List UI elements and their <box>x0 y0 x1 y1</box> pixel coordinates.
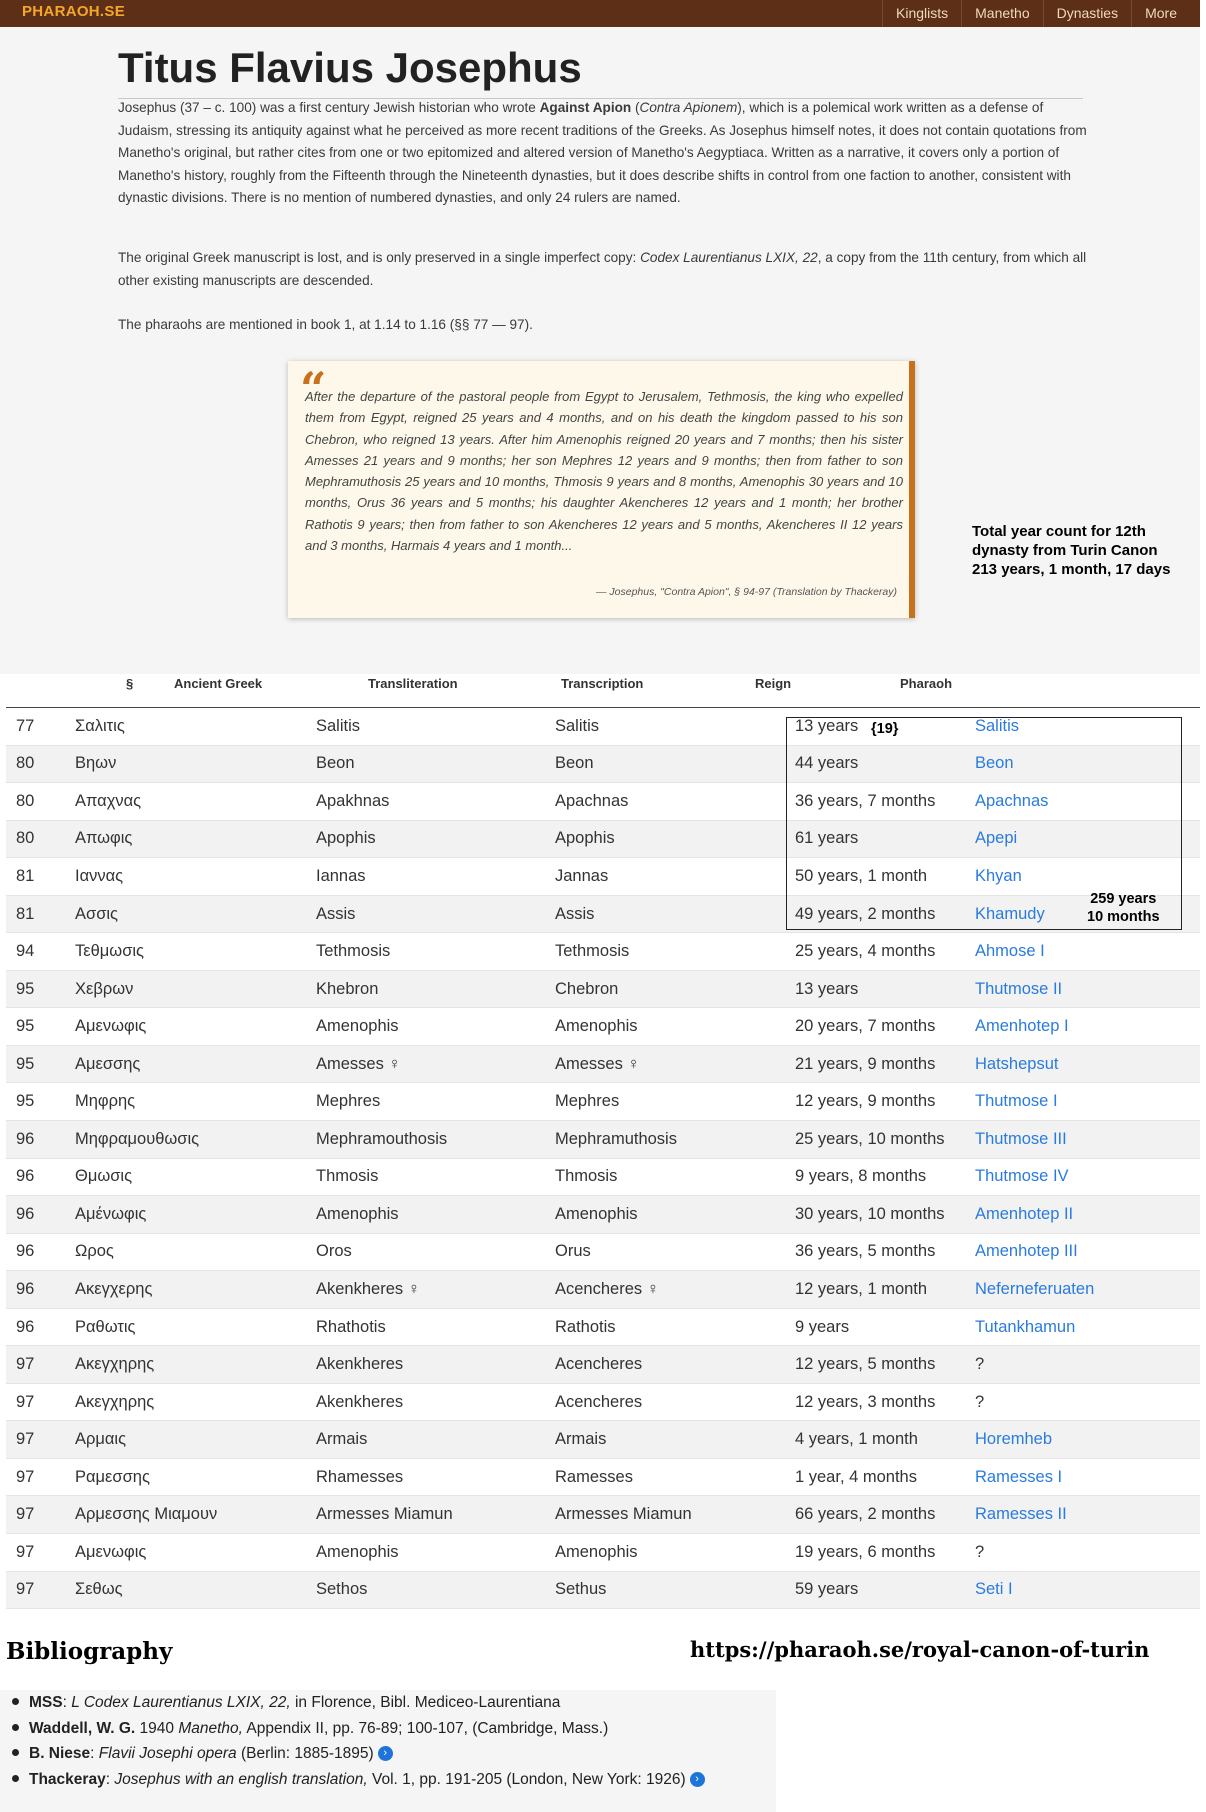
cell-transcription: Apachnas <box>555 791 629 810</box>
bib-title: Flavii Josephi opera <box>98 1745 237 1762</box>
cell-greek: Ασσις <box>75 904 118 923</box>
col-header-transcription: Transcription <box>561 676 644 691</box>
bibliography-item <box>10 1716 705 1742</box>
cell-pharaoh-link[interactable]: Salitis <box>975 716 1020 735</box>
table-row <box>6 1309 1200 1347</box>
cell-greek: Μηφραμουθωσις <box>75 1129 200 1148</box>
table-row <box>6 1083 1200 1121</box>
bib-details: Vol. 1, pp. 191-205 (London, New York: 1926) <box>367 1770 686 1788</box>
cell-transliteration: Amenophis <box>316 1204 399 1223</box>
cell-transliteration: Apakhnas <box>316 791 390 810</box>
cell-section: 97 <box>16 1355 35 1374</box>
cell-transcription: Beon <box>555 754 594 773</box>
cell-pharaoh-link[interactable]: Tutankhamun <box>975 1317 1076 1336</box>
cell-transcription: Ramesses <box>555 1467 633 1486</box>
cell-greek: Αμένωφις <box>75 1204 147 1223</box>
cell-section: 80 <box>16 791 35 810</box>
nav-more[interactable]: More <box>1131 0 1190 27</box>
cell-reign: 9 years <box>795 1317 850 1336</box>
table-row <box>6 1234 1200 1272</box>
cell-section: 96 <box>16 1242 35 1261</box>
cell-section: 80 <box>16 754 35 773</box>
work-title: Against Apion <box>539 100 632 115</box>
cell-section: 96 <box>16 1317 35 1336</box>
table-header <box>0 672 1200 708</box>
cell-section: 95 <box>16 1017 35 1036</box>
nav-dynasties[interactable]: Dynasties <box>1043 0 1131 27</box>
cell-reign: 21 years, 9 months <box>795 1054 936 1073</box>
cell-reign: 30 years, 10 months <box>795 1204 945 1223</box>
cell-section: 97 <box>16 1392 35 1411</box>
cell-pharaoh-link[interactable]: Thutmose I <box>975 1092 1058 1111</box>
bibliography-item <box>10 1741 705 1767</box>
note-line: dynasty from Turin Canon <box>972 542 1158 559</box>
cell-reign: 50 years, 1 month <box>795 866 928 885</box>
cell-transliteration: Amenophis <box>316 1542 399 1561</box>
note-line: Total year count for 12th <box>972 523 1146 540</box>
cell-transliteration: Mephres <box>316 1092 381 1111</box>
cell-section: 97 <box>16 1580 35 1599</box>
bib-details: Appendix II, pp. 76-89; 100-107, (Cambridge, Mass.) <box>242 1719 609 1737</box>
cell-greek: Ραμεσσης <box>75 1467 150 1486</box>
cell-transliteration: Mephramouthosis <box>316 1129 448 1148</box>
cell-section: 97 <box>16 1505 35 1524</box>
cell-transliteration: Tethmosis <box>316 942 391 961</box>
sum-label <box>1087 890 1160 926</box>
bib-separator: : <box>62 1694 72 1711</box>
table-row <box>6 971 1200 1009</box>
cell-pharaoh-link[interactable]: Hatshepsut <box>975 1054 1059 1073</box>
cell-reign: 13 years <box>795 979 859 998</box>
quote-text: After the departure of the pastoral people from Egypt to Jerusalem, Tethmosis, the king who expelled them from Egypt, reigned 25 years and 4 months, and on his death the kingdom passed to his son Chebron, who reigned 13 years. After him Amenophis reigned 20 years and 7 months; then his sister Amesses 21 years and 9 months; her son Mephres 12 years and 9 months; then from father to son Mephramuthosis 25 years and 10 months, Thmosis 9 years and 8 months, Amenophis 30 years and 10 months, Orus 36 years and 5 months; his daughter Akencheres 12 years and 1 month; her brother Rathotis 9 years; then from father to son Akencheres 12 years and 5 months, Akencheres II 12 years and 3 months, Harmais 4 years and 1 month... <box>305 389 903 554</box>
cell-transcription: Chebron <box>555 979 619 998</box>
bibliography-item <box>10 1767 705 1793</box>
cell-pharaoh-link[interactable]: Amenhotep II <box>975 1204 1074 1223</box>
table-row <box>6 1346 1200 1384</box>
cell-greek: Αρμεσσης Μιαμουν <box>75 1505 218 1524</box>
bib-author: MSS <box>29 1694 63 1711</box>
cell-section: 96 <box>16 1167 35 1186</box>
cell-greek: Μηφρης <box>75 1092 136 1111</box>
cell-pharaoh-link[interactable]: Apepi <box>975 829 1018 848</box>
bib-separator: : <box>105 1770 115 1788</box>
cell-pharaoh-link[interactable]: Apachnas <box>975 791 1049 810</box>
cell-pharaoh-link[interactable]: Thutmose II <box>975 979 1063 998</box>
table-row <box>6 1534 1200 1572</box>
cell-transcription: Mephres <box>555 1092 620 1111</box>
cell-greek: Σαλιτις <box>75 716 125 735</box>
cell-section: 96 <box>16 1279 35 1298</box>
cell-transcription: Amenophis <box>555 1017 638 1036</box>
cell-transliteration: Assis <box>316 904 356 923</box>
cell-reign: 25 years, 4 months <box>795 942 936 961</box>
cell-transcription: Armais <box>555 1430 607 1449</box>
book-reference-paragraph: The pharaohs are mentioned in book 1, at 1.14 to 1.16 (§§ 77 — 97). <box>118 317 533 332</box>
external-link-icon[interactable]: › <box>378 1746 393 1761</box>
bib-title: Manetho, <box>178 1719 243 1737</box>
sum-label-line: 10 months <box>1087 909 1160 925</box>
bib-details: (Berlin: 1885-1895) <box>236 1745 374 1762</box>
cell-greek: Αμεσσης <box>75 1054 141 1073</box>
table-row <box>6 1421 1200 1459</box>
cell-section: 94 <box>16 942 35 961</box>
cell-greek: Ιαννας <box>75 866 124 885</box>
manuscript-text: , a copy from the 11th century, from which all other existing manuscripts are descended. <box>118 250 1087 288</box>
intro-text: ), which is a polemical work written as a defense of Judaism, stressing its antiquity against what he perceived as more recent traditions of the Greeks. As Josephus himself notes, it does not contain quotations from Manetho's original, but rather cites from one or two epitomized and altered version of Manetho's Aegyptiaca. Written as a narrative, it covers only a portion of Manetho's history, roughly from the Fifteenth through the Nineteenth dynasties, but it does describe shifts in control from one faction to another, consistent with dynastic divisions. There is no mention of numbered dynasties, and only 24 rulers are named. <box>118 100 1087 205</box>
cell-section: 95 <box>16 1092 35 1111</box>
bib-title: L Codex Laurentianus LXIX, 22, <box>71 1694 291 1711</box>
quote-citation: — Josephus, "Contra Apion", § 94-97 (Translation by Thackeray) <box>595 586 897 598</box>
intro-text: Josephus (37 – c. 100) was a first century Jewish historian who wrote <box>118 100 540 115</box>
table-row <box>6 1159 1200 1197</box>
cell-transliteration: Amesses ♀ <box>316 1054 401 1073</box>
col-header-section: § <box>126 676 134 691</box>
cell-pharaoh-link: ? <box>975 1392 985 1411</box>
cell-greek: Θμωσις <box>75 1167 133 1186</box>
cell-greek: Ραθωτις <box>75 1317 136 1336</box>
cell-greek: Αμενωφις <box>75 1017 147 1036</box>
external-link-icon[interactable]: › <box>690 1772 705 1787</box>
bib-separator: : <box>90 1745 99 1762</box>
cell-transliteration: Amenophis <box>316 1017 399 1036</box>
bib-title: Josephus with an english translation, <box>114 1770 368 1788</box>
table-row <box>6 1046 1200 1084</box>
codex-title: Codex Laurentianus LXIX, 22 <box>640 250 818 265</box>
cell-transcription: Amesses ♀ <box>555 1054 640 1073</box>
cell-transliteration: Akenkheres <box>316 1355 404 1374</box>
cell-transliteration: Oros <box>316 1242 352 1261</box>
bullet-icon <box>12 1749 19 1756</box>
cell-transliteration: Beon <box>316 754 355 773</box>
table-row <box>6 1459 1200 1497</box>
note-line: 213 years, 1 month, 17 days <box>972 561 1171 578</box>
cell-section: 97 <box>16 1467 35 1486</box>
cell-reign: 13 years <box>795 716 859 735</box>
cell-transcription: Amenophis <box>555 1204 638 1223</box>
cell-greek: Σεθως <box>75 1580 123 1599</box>
cell-transcription: Jannas <box>555 866 609 885</box>
cell-reign: 49 years, 2 months <box>795 904 936 923</box>
table-row <box>6 933 1200 971</box>
bibliography-list <box>10 1690 705 1792</box>
cell-pharaoh-link[interactable]: Ramesses II <box>975 1505 1067 1524</box>
cell-transcription: Mephramuthosis <box>555 1129 677 1148</box>
cell-transcription: Apophis <box>555 829 615 848</box>
cell-greek: Απαχνας <box>75 791 142 810</box>
table-row <box>6 1572 1200 1610</box>
cell-greek: Ακεγχερης <box>75 1279 153 1298</box>
cell-transliteration: Akenkheres <box>316 1392 404 1411</box>
cell-greek: Χεβρων <box>75 979 134 998</box>
cell-section: 97 <box>16 1542 35 1561</box>
table-row <box>6 1121 1200 1159</box>
cell-transcription: Salitis <box>555 716 600 735</box>
cell-section: 81 <box>16 904 35 923</box>
cell-reign: 61 years <box>795 829 859 848</box>
nav-manetho[interactable]: Manetho <box>961 0 1042 27</box>
turin-canon-url: https://pharaoh.se/royal-canon-of-turin <box>690 1637 1150 1662</box>
cell-section: 96 <box>16 1204 35 1223</box>
cell-transcription: Orus <box>555 1242 591 1261</box>
cell-reign: 12 years, 9 months <box>795 1092 936 1111</box>
cell-transcription: Rathotis <box>555 1317 616 1336</box>
cell-greek: Αρμαις <box>75 1430 127 1449</box>
cell-reign: 25 years, 10 months <box>795 1129 945 1148</box>
top-navbar <box>0 0 1200 27</box>
cell-pharaoh-link[interactable]: Seti I <box>975 1580 1013 1599</box>
bibliography-item <box>10 1690 705 1716</box>
cell-transliteration: Salitis <box>316 716 361 735</box>
cell-section: 81 <box>16 866 35 885</box>
cell-transliteration: Rhamesses <box>316 1467 404 1486</box>
cell-reign: 19 years, 6 months <box>795 1542 936 1561</box>
manuscript-paragraph <box>118 247 1088 292</box>
cell-greek: Βηων <box>75 754 117 773</box>
cell-transcription: Assis <box>555 904 595 923</box>
cell-transliteration: Rhathotis <box>316 1317 386 1336</box>
nav-kinglists[interactable]: Kinglists <box>882 0 961 27</box>
table-row <box>6 1384 1200 1422</box>
main-nav <box>882 0 1190 27</box>
cell-reign: 12 years, 3 months <box>795 1392 936 1411</box>
cell-pharaoh-link[interactable]: Neferneferuaten <box>975 1279 1095 1298</box>
cell-pharaoh-link[interactable]: Amenhotep III <box>975 1242 1078 1261</box>
table-row <box>6 1496 1200 1534</box>
cell-transliteration: Apophis <box>316 829 376 848</box>
cell-transliteration: Khebron <box>316 979 379 998</box>
cell-reign: 44 years <box>795 754 859 773</box>
col-header-reign: Reign <box>755 676 792 691</box>
cell-reign: 36 years, 5 months <box>795 1242 936 1261</box>
bib-details: in Florence, Bibl. Mediceo-Laurentiana <box>290 1694 561 1711</box>
table-row <box>6 1271 1200 1309</box>
cell-reign: 1 year, 4 months <box>795 1467 917 1486</box>
cell-pharaoh-link[interactable]: Thutmose IV <box>975 1167 1069 1186</box>
intro-paragraph <box>118 97 1088 210</box>
cell-transcription: Armesses Miamun <box>555 1505 692 1524</box>
cell-reign: 20 years, 7 months <box>795 1017 936 1036</box>
intro-text: ( <box>631 100 640 115</box>
cell-greek: Ωρος <box>75 1242 114 1261</box>
cell-pharaoh-link[interactable]: Amenhotep I <box>975 1017 1069 1036</box>
cell-reign: 59 years <box>795 1580 859 1599</box>
table-row <box>6 1196 1200 1234</box>
quote-block <box>288 361 915 618</box>
cell-greek: Απωφις <box>75 829 133 848</box>
bib-separator: 1940 <box>135 1719 179 1737</box>
cell-pharaoh-link: ? <box>975 1355 985 1374</box>
cell-pharaoh-link[interactable]: Beon <box>975 754 1014 773</box>
cell-section: 80 <box>16 829 35 848</box>
site-logo[interactable]: PHARAOH.SE <box>22 3 126 20</box>
cell-transcription: Acencheres <box>555 1355 643 1374</box>
cell-transcription: Sethus <box>555 1580 607 1599</box>
cell-section: 95 <box>16 1054 35 1073</box>
cell-reign: 9 years, 8 months <box>795 1167 927 1186</box>
col-header-greek: Ancient Greek <box>174 676 263 691</box>
cell-pharaoh-link[interactable]: Ramesses I <box>975 1467 1063 1486</box>
bullet-icon <box>12 1724 19 1731</box>
cell-reign: 36 years, 7 months <box>795 791 936 810</box>
cell-transliteration: Thmosis <box>316 1167 379 1186</box>
quote-mark-icon: “ <box>300 362 327 416</box>
turin-marker: {19} <box>871 721 899 737</box>
cell-section: 97 <box>16 1430 35 1449</box>
cell-reign: 12 years, 5 months <box>795 1355 936 1374</box>
bibliography-heading: Bibliography <box>6 1638 173 1665</box>
cell-section: 96 <box>16 1129 35 1148</box>
manuscript-text: The original Greek manuscript is lost, and is only preserved in a single imperfect copy: <box>118 250 641 265</box>
cell-transcription: Amenophis <box>555 1542 638 1561</box>
col-header-transliteration: Transliteration <box>368 676 458 691</box>
cell-pharaoh-link: ? <box>975 1542 985 1561</box>
cell-reign: 66 years, 2 months <box>795 1505 936 1524</box>
cell-transliteration: Armesses Miamun <box>316 1505 453 1524</box>
cell-greek: Ακεγχηρης <box>75 1355 155 1374</box>
cell-transliteration: Akenkheres ♀ <box>316 1279 421 1298</box>
cell-transcription: Thmosis <box>555 1167 618 1186</box>
cell-section: 95 <box>16 979 35 998</box>
cell-pharaoh-link[interactable]: Ahmose I <box>975 942 1045 961</box>
cell-transcription: Tethmosis <box>555 942 630 961</box>
cell-pharaoh-link[interactable]: Khamudy <box>975 904 1045 923</box>
cell-greek: Αμενωφις <box>75 1542 147 1561</box>
cell-reign: 4 years, 1 month <box>795 1430 918 1449</box>
cell-greek: Ακεγχηρης <box>75 1392 155 1411</box>
cell-transliteration: Armais <box>316 1430 368 1449</box>
cell-transcription: Acencheres ♀ <box>555 1279 660 1298</box>
cell-greek: Τεθμωσις <box>75 942 144 961</box>
cell-section: 77 <box>16 716 35 735</box>
page-title: Titus Flavius Josephus <box>118 44 1083 99</box>
col-header-pharaoh: Pharaoh <box>900 676 953 691</box>
cell-transliteration: Sethos <box>316 1580 368 1599</box>
cell-pharaoh-link[interactable]: Horemheb <box>975 1430 1053 1449</box>
bullet-icon <box>12 1775 19 1782</box>
table-row <box>6 1008 1200 1046</box>
cell-transliteration: Iannas <box>316 866 366 885</box>
bib-author: B. Niese <box>29 1745 91 1762</box>
cell-pharaoh-link[interactable]: Thutmose III <box>975 1129 1067 1148</box>
cell-pharaoh-link[interactable]: Khyan <box>975 866 1022 885</box>
work-latin-title: Contra Apionem <box>639 100 738 115</box>
turin-canon-note <box>972 522 1170 579</box>
bullet-icon <box>12 1698 19 1705</box>
bib-author: Waddell, W. G. <box>29 1719 136 1737</box>
cell-reign: 12 years, 1 month <box>795 1279 928 1298</box>
sum-label-line: 259 years <box>1090 891 1157 907</box>
bib-author: Thackeray <box>29 1770 106 1788</box>
cell-transcription: Acencheres <box>555 1392 643 1411</box>
